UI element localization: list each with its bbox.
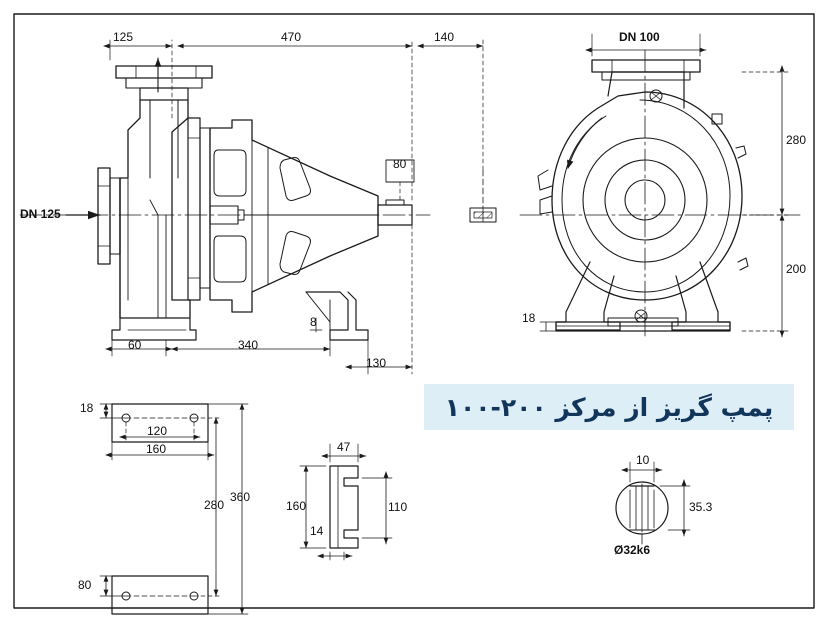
dim-110-bracket: 110 bbox=[388, 500, 408, 514]
dim-125: 125 bbox=[113, 30, 134, 44]
dim-360-plate: 360 bbox=[230, 490, 251, 504]
dim-60: 60 bbox=[128, 338, 142, 352]
callout-dn125: DN 125 bbox=[20, 207, 61, 221]
dim-10-shaft: 10 bbox=[636, 453, 650, 467]
callout-shaft-diameter: Ø32k6 bbox=[614, 543, 651, 557]
callout-dn100: DN 100 bbox=[619, 30, 660, 44]
dim-140: 140 bbox=[434, 30, 455, 44]
dim-18-front: 18 bbox=[522, 311, 536, 325]
dim-80: 80 bbox=[393, 157, 407, 171]
dim-280-plate: 280 bbox=[204, 498, 225, 512]
dim-47-bracket: 47 bbox=[337, 440, 351, 454]
dim-18-plate: 18 bbox=[80, 401, 94, 415]
dim-160-bracket: 160 bbox=[286, 499, 307, 513]
dim-14-bracket: 14 bbox=[310, 524, 324, 538]
drawing-title: پمپ گریز از مرکز ۲۰۰-۱۰۰ bbox=[444, 392, 774, 422]
dim-340: 340 bbox=[238, 338, 259, 352]
dim-280-front: 280 bbox=[786, 133, 807, 147]
dim-160-plate: 160 bbox=[146, 442, 167, 456]
dim-80-plate: 80 bbox=[78, 578, 92, 592]
title-banner bbox=[424, 384, 794, 430]
dim-200-front: 200 bbox=[786, 262, 807, 276]
dim-8: 8 bbox=[310, 315, 317, 329]
dim-120-plate: 120 bbox=[147, 424, 168, 438]
dim-470: 470 bbox=[281, 30, 302, 44]
dim-35-3-shaft: 35.3 bbox=[689, 500, 713, 514]
dim-130: 130 bbox=[366, 356, 387, 370]
